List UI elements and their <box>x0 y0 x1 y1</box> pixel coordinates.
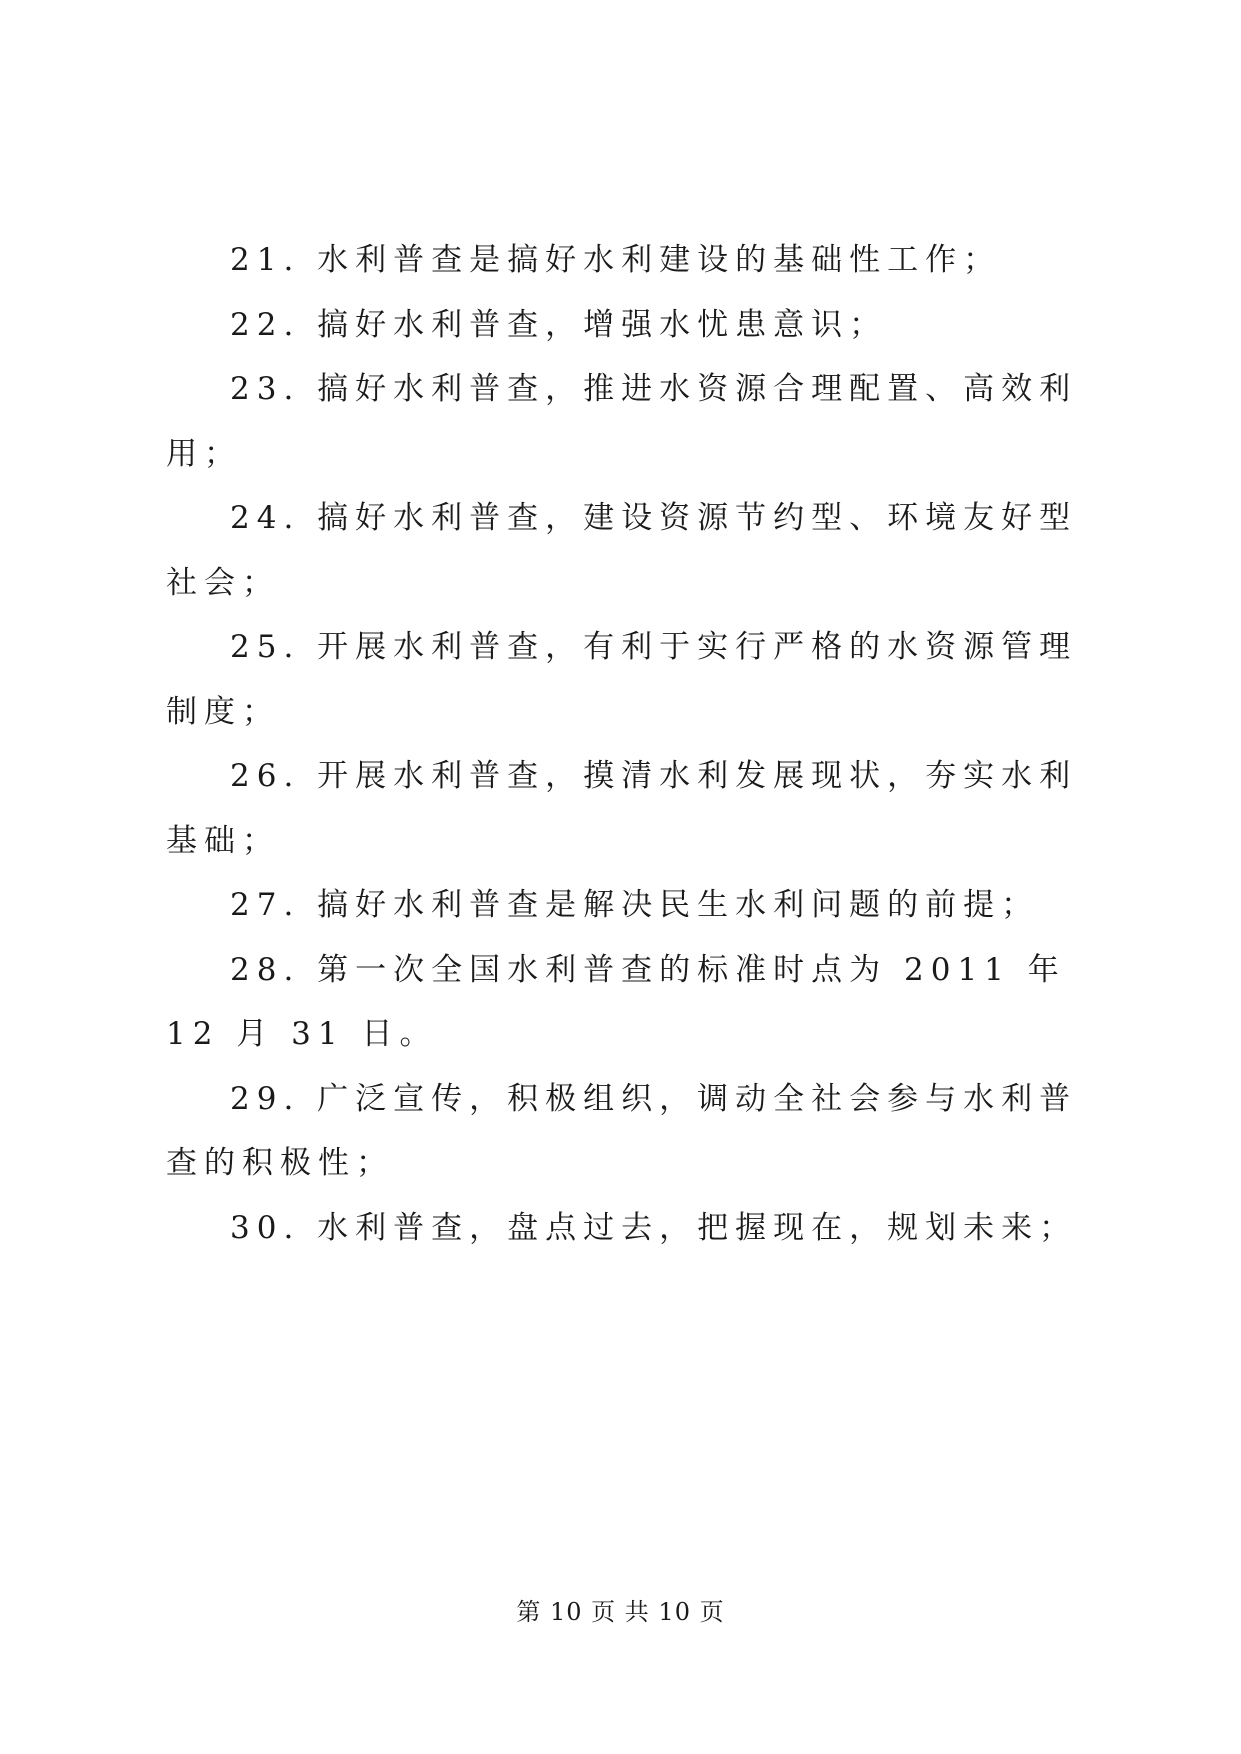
list-item: 27. 搞好水利普查是解决民生水利问题的前提； <box>230 887 1040 923</box>
page-number-footer: 第 10 页 共 10 页 <box>516 1598 725 1626</box>
list-item: 30. 水利普查，盘点过去，把握现在，规划未来； <box>230 1209 1078 1246</box>
list-item: 25. 开展水利普查，有利于实行严格的水资源管理制度； <box>166 629 1078 730</box>
list-item: 26. 开展水利普查，摸清水利发展现状，夯实水利基础； <box>166 758 1078 859</box>
list-item: 29. 广泛宣传，积极组织，调动全社会参与水利普查的积极性； <box>166 1080 1078 1181</box>
list-item: 22. 搞好水利普查，增强水忧患意识； <box>230 306 888 343</box>
list-item: 23. 搞好水利普查，推进水资源合理配置、高效利用； <box>166 371 1078 472</box>
list-item: 24. 搞好水利普查，建设资源节约型、环境友好型社会； <box>166 500 1078 601</box>
list-item: 28. 第一次全国水利普查的标准时点为 2011 年 12 月 31 日。 <box>166 951 1066 1052</box>
document-body <box>166 228 1086 1260</box>
list-item: 21. 水利普查是搞好水利建设的基础性工作； <box>230 242 1002 278</box>
